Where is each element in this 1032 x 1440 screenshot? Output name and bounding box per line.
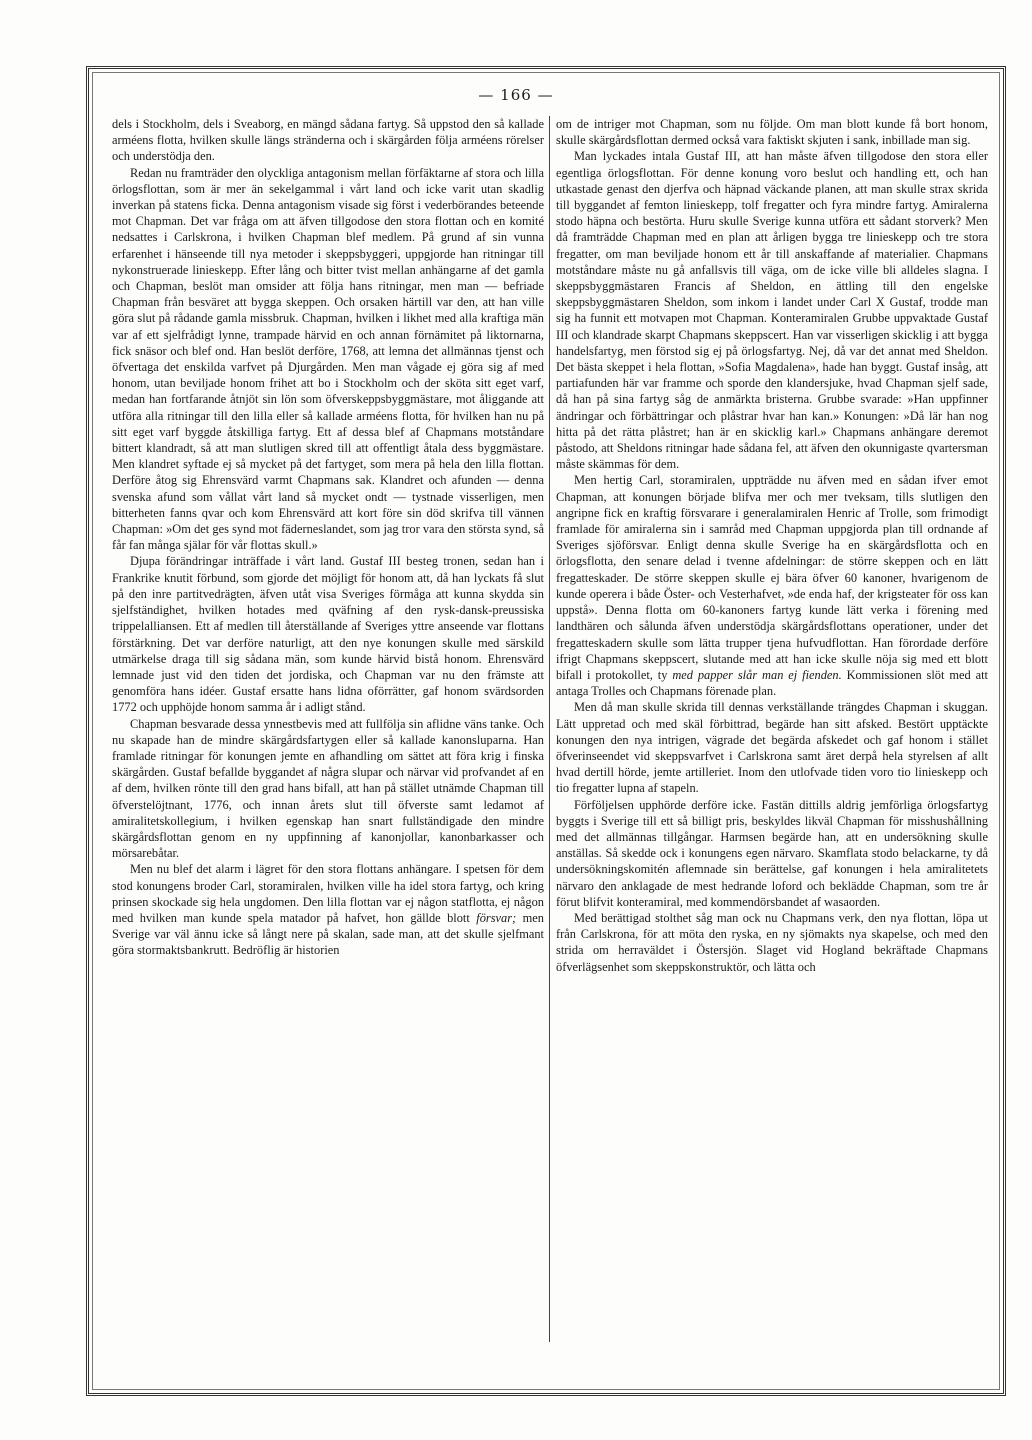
paragraph: Förföljelsen upphörde derföre icke. Fastän dittills aldrig jemförliga örlogsfartyg byggts i Sverige till ett så billigt pris, beskyldes likväl Chapman för misshushållning med det allmännas tillgångar. Harmsen begärde han, att en undersökning skulle anställas. Så skedde ock i konungens egen närvaro. Skamflata stodo belackarne, ty då undersökningskomitén aflemnade sin berättelse, gaf konungen i hela amiralitetets närvaro den anklagade de mest hedrande loford och beklädde Chapman, som tre år förut blifvit konteramiral, med kommendörsbandet af wasaorden.	[556, 797, 988, 909]
paragraph: Med berättigad stolthet såg man ock nu Chapmans verk, den nya flottan, löpa ut från Carlskrona, för att möta den ryska, en ny sjömakts nya skapelse, och med den strida om herraväldet i Östersjön. Slaget vid Hogland bekräftade Chapmans öfverlägsenhet som skeppskonstruktör, och lätta och	[556, 910, 988, 974]
paragraph: dels i Stockholm, dels i Sveaborg, en mängd sådana fartyg. Så uppstod den så kallade arméens flotta, hvilken skulle längs stränderna och i skärgården följa arméens rörelser och understödja den.	[112, 117, 544, 164]
emphasis-text: försvar;	[476, 910, 517, 925]
column-divider	[549, 116, 550, 1342]
page-number: — 166 —	[478, 86, 554, 104]
right-column	[556, 116, 988, 1342]
left-column	[112, 116, 544, 1342]
paragraph	[112, 861, 544, 958]
paragraph: om de intriger mot Chapman, som nu följde. Om man blott kunde få bort honom, skulle skärgårdsflottan dermed också vara faktiskt skjuten i sank, inbillade man sig.	[556, 117, 988, 148]
paragraph: Djupa förändringar inträffade i vårt land. Gustaf III besteg tronen, sedan han i Frankrike knutit förbund, som gjorde det möjligt för honom att, då han lyckats få slut på den inre partitvedrägten, äfven utåt visa Sveriges förmåga att kunna skydda sin sjelfständighet, hvilken hotades med qväfning af den rysk-dansk-preussiska trippelalliansen. Ett af medlen till återställande af Sveriges yttre anseende var flottans förstärkning. Det var derföre naturligt, att den nye konungen skulle med särskild utmärkelse draga till sig sådana män, som kunde härvid bistå honom. Ehrensvärd lemnade just vid den tiden det jordiska, och Chapman var nu den främste att genomföra hans idéer. Gustaf ersatte hans lidna oförrätter, gaf honom svärdsorden 1772 och upphöjde honom samma år i adligt stånd.	[112, 554, 544, 715]
paragraph-text: Men nu blef det alarm i lägret för den stora flottans anhängare. I spetsen för dem stod konungens broder Carl, storamiralen, hvilken ville ha idel stora fartyg, och kring prinsen skockade sig hela ungdomen. Den lilla flottan var ej någon statflotta, ej någon med hvilken man kunde spela matador på hafvet, hon gällde blott	[112, 862, 544, 925]
emphasis-text: med papper slår man ej fienden.	[672, 667, 842, 682]
paragraph-text: Kommissionen slöt med att antaga Trolles och Chapmans förenade plan.	[556, 667, 988, 699]
paragraph: Chapman besvarade dessa ynnestbevis med att fullfölja sin aflidne väns tanke. Och nu skapade han de mindre skärgårdsfartygen eller så kallade kanonsluparna. Han framlade ritningar för konungen jemte en afhandling om sättet att föra krig i finska skärgården. Gustaf befallde byggandet af några slupar och närvar vid profvandet af en af dem, hvilken rönte till den grad hans bifall, att han på stället utnämde Chapman till öfverstelöjtnant, 1776, och innan årets slut till öfverste samt ledamot af amiralitetskollegium, i hvilken egenskap han snart fullständigade den mindre skärgårdsflottan genom en ny uppfinning af kanonjollar, kanonbarkasser och mörsarebåtar.	[112, 716, 544, 861]
paragraph	[556, 472, 988, 699]
text-columns	[112, 116, 986, 1342]
paragraph: Redan nu framträder den olyckliga antagonism mellan förfäktarne af stora och lilla örlogsflottan, som är mer än sekelgammal i vårt land och icke varit utan skadlig inverkan på statens ficka. Denna antagonism visade sig först i vederbörandes beteende mot Chapman. Det var fråga om att äfven tillgodose den stora flottan och en komité nedsattes i Carlskrona, i hvilken Chapman blef medlem. På grund af sin vunna erfarenhet i hänseende till nya metoder i skeppsbyggeri, uppgjorde han ritningar till nykonstruerade linieskepp. Efter lång och bitter tvist mellan anhängarne af det gamla och Chapman, beslöt man omsider att följa hans ritningar, men man — befriade Chapman från besväret att bygga skeppen. Och orsaken härtill var den, att han ville göra slut på rådande gamla missbruk. Chapman, hvilken i likhet med alla kraftiga män var af ett sjelfrådigt lynne, trampade härvid en och annan förnämitet på liktornarna, fick snäsor och blef ond. Han beslöt derföre, 1768, att lemna det allmännas tjenst och öfvertaga det enskilda varfvet på Djurgården. Men man vågade ej göra sig af med honom, utan beviljade honom frihet att bo i Stockholm och der sköta sitt eget varf, medan han fortfarande åtnjöt sin lön som öfverskeppsbyggmästare, mot åliggande att utföra alla ritningar till den lilla eller så kallade arméens flotta, för hvilken han nu på sitt eget varf byggde åtskilliga fartyg. Ett af dessa blef af Chapmans motståndare bittert klandradt, så att man slutligen skred till att offentligt åtala dess byggmästare. Men klandret syftade ej så mycket på det fartyget, som mera på hela den lilla flottan. Derföre åtog sig Ehrensvärd varmt Chapmans sak. Klandret och afunden — denna svenska afund som vållat vårt land så mycket ondt — tystnade visserligen, men bitterheten fanns qvar och kom Ehrensvärd att kort före sin död skrifva till vännen Chapman: »Om det ges synd mot fäderneslandet, som jag tror vara den största synd, så får fan många själar för vår flottas skull.»	[112, 165, 544, 553]
paragraph: Man lyckades intala Gustaf III, att han måste äfven tillgodose den stora eller egentliga örlogsflottan. För denne konung voro beslut och handling ett, och han utkastade genast den djerfva och häpnad väckande planen, att man skulle strax skrida till byggandet af femton linieskepp, tolf fregatter och fyra mindre fartyg. Amiralerna stodo häpna och bestörta. Huru skulle Sverige kunna utföra ett sådant storverk? Men då framträdde Chapman med en plan att årligen bygga tre linieskepp och tre stora fregatter, om man beviljade honom ett år till anskaffande af materialier. Chapmans motståndare måste nu gå anfallsvis till väga, om de icke ville bli alldeles slagna. I skeppsbyggmästaren Francis af Sheldon, en ättling till den engelske skeppsbyggmästaren Sheldon, som inkom i landet under Carl X Gustaf, trodde man sig ha funnit ett motvapen mot Chapman. Konteramiralen Grubbe uppvaktade Gustaf III och klandrade skarpt Chapmans skeppscert. Han var visserligen skicklig i att bygga handelsfartyg, men förstod sig ej på örlogsfartyg. Nej, då var det annat med Sheldon. Det bästa skeppet i hela flottan, »Sofia Magdalena», hade han byggt. Gustaf insåg, att partiafunden här var framme och sporde den klandersjuke, hvad Chapman sjelf sade, då han på sina fartyg såg de anmärkta bristerna. Grubbe svarade: »Han uppfinner ändringar och förbättringar och plåstrar hvar han kan.» Konungen: »Då lär han nog hitta på det rätta plåstret; han är en skicklig karl.» Chapmans anhängare deremot påstodo, att Sheldons ritningar hade sådana fel, att äfven den okunnigaste qvartersman måste skämmas för dem.	[556, 149, 988, 472]
paragraph: Men då man skulle skrida till dennas verkställande trängdes Chapman i skuggan. Lätt uppretad och med skäl förbittrad, begärde han sitt afsked. Bestört upptäckte konungen den nya intrigen, vägrade det begärda afskedet och gaf honom i stället öfverinseendet vid skeppsvarfvet i Carlskrona samt äret derpå hela styrelsen af allt hvad dertill hörde, jemte artilleriet. Inom den utlofvade tiden voro tio linieskepp och tio fregatter lupna af stapeln.	[556, 700, 988, 796]
paragraph-text: Men hertig Carl, storamiralen, uppträdde nu äfven med en sådan ifver emot Chapman, att konungen började blifva mer och mer tveksam, tills slutligen den angripne fick en kraftig försvarare i generalamiralen Henric af Trolle, som frimodigt framlade för amiralerna sin i samråd med Chapman uppgjorda plan till ordnande af Sveriges sjöförsvar. Enligt denna skulle Sverige ha en skärgårdsflotta och en örlogsflotta, den senare delad i tvenne afdelningar: de större skeppen och en lätt fregatteskader. De större skeppen skulle ej bära öfver 60 kanoner, hvarigenom de kunde operera i både Öster- och Vesterhafvet, »de enda haf, der krigsteater för oss kan uppstå». Denna flotta om 60-kanoners fartyg kunde lätt verka i förening med landthären och sålunda äfven understödja skärgårdsflottans operationer, under det fregatteskadern skulle som lätta trupper tjena hufvudflottan. Han förordade derföre ifrigt Chapmans skeppscert, slutande med att han icke skulle nöja sig med ett blott bifall i protokollet, ty	[556, 473, 988, 682]
paragraph-text: men Sverige var väl ännu icke så långt nere på skalan, sade man, att det skulle sjelfmant göra stormaktsbankrutt. Bedröflig är historien	[112, 910, 544, 958]
